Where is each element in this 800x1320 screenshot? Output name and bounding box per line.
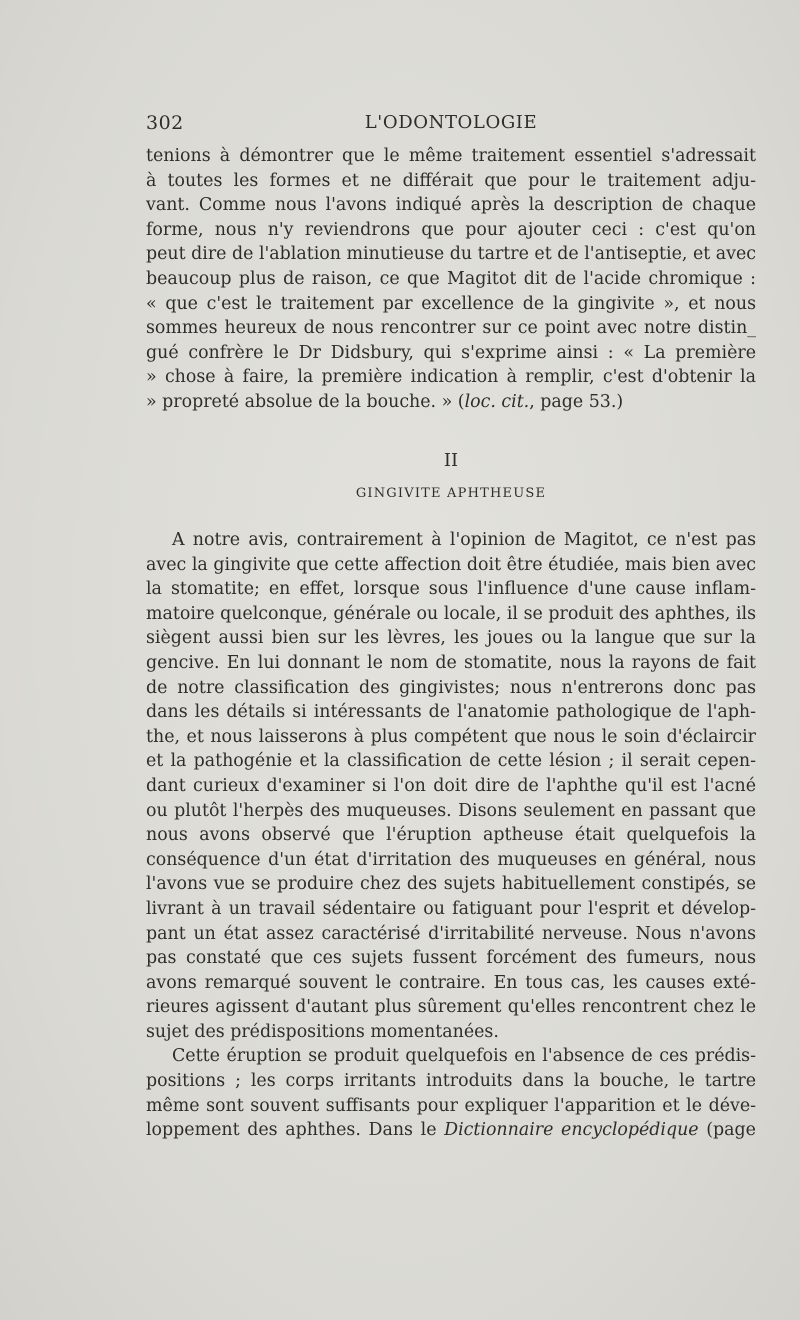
citation-italic: loc. cit. [464,391,530,412]
citation-page: , page 53.) [529,391,624,412]
text-line: gencive. En lui donnant le nom de stomatite, nous la rayons de fait [146,652,756,673]
text-line-citation [146,390,756,415]
section-number: II [443,450,459,471]
text-line: tenions à démontrer que le même traitement essentiel s'adressait [146,146,756,166]
dictionary-page: (page [698,1120,756,1141]
text-line: « que c'est le traitement par excellence de la gingivite », et nous [146,293,756,314]
text-line: sujet des prédispositions momentanées. [146,1021,499,1042]
text-line: forme, nous n'y reviendrons que pour ajouter ceci : c'est qu'on [146,219,756,240]
text-line: » chose à faire, la première indication à remplir, c'est d'obtenir la [146,367,756,388]
text-line: conséquence d'un état d'irritation des muqueuses en général, nous [146,849,756,870]
dictionary-title: Dictionnaire encyclopédique [444,1120,699,1141]
text-line: et la pathogénie et la classification de cette lésion ; il serait cepen- [146,751,756,772]
text-line: ou plutôt l'herpès des muqueuses. Disons seulement en passant que [146,800,756,821]
text-line: livrant à un travail sédentaire ou fatiguant pour l'esprit et dévelop- [146,898,756,919]
paragraph-aphthous [146,528,756,1143]
text-line: beaucoup plus de raison, ce que Magitot dit de l'acide chromique : [146,268,756,289]
text-line: gué confrère le Dr Didsbury, qui s'exprime ainsi : « La première [146,342,756,363]
text-line: positions ; les corps irritants introduits dans la bouche, le tartre [146,1071,756,1092]
text-line: l'avons vue se produire chez des sujets habituellement constipés, se [146,874,756,895]
text-line: siègent aussi bien sur les lèvres, les joues ou la langue que sur la [146,628,756,649]
text-line-dictionary [146,1118,756,1143]
dictionary-lead: loppement des aphthes. Dans le [146,1120,445,1141]
page-number: 302 [146,112,184,134]
paragraph-treatment [146,144,756,415]
text-line: nous avons observé que l'éruption aptheuse était quelquefois la [146,825,756,846]
section-title: GINGIVITE APHTHEUSE [355,486,547,501]
text-line: peut dire de l'ablation minutieuse du tartre et de l'antiseptie, et avec [146,244,756,265]
text-line: sommes heureux de nous rencontrer sur ce point avec notre distin_ [146,318,756,339]
running-title: L'ODONTOLOGIE [364,112,538,133]
text-line: la stomatite; en effet, lorsque sous l'influence d'une cause inflam- [146,579,756,600]
text-line: A notre avis, contrairement à l'opinion de Magitot, ce n'est pas [172,530,756,550]
running-head [146,112,756,142]
text-line: avec la gingivite que cette affection doit être étudiée, mais bien avec [146,554,756,575]
text-line: de notre classification des gingivistes; nous n'entrerons donc pas [146,677,756,698]
text-line: avons remarqué souvent le contraire. En tous cas, les causes exté- [146,972,756,993]
text-line: dans les détails si intéressants de l'anatomie pathologique de l'aph- [146,702,756,723]
text-line: rieures agissent d'autant plus sûrement qu'elles rencontrent chez le [146,997,756,1018]
text-line: même sont souvent suffisants pour expliquer l'apparition et le déve- [146,1095,756,1116]
text-line: matoire quelconque, générale ou locale, il se produit des aphthes, ils [146,603,756,624]
text-line: Cette éruption se produit quelquefois en l'absence de ces prédis- [172,1046,756,1067]
text-line: dant curieux d'examiner si l'on doit dire de l'aphthe qu'il est l'acné [146,775,756,796]
text-line: vant. Comme nous l'avons indiqué après la description de chaque [146,195,756,216]
text-line: pas constaté que ces sujets fussent forcément des fumeurs, nous [146,948,756,969]
citation-text: » propreté absolue de la bouche. » ( [146,391,465,412]
text-line: pant un état assez caractérisé d'irritabilité nerveuse. Nous n'avons [146,923,756,944]
text-line: the, et nous laisserons à plus compétent que nous le soin d'éclaircir [146,726,756,747]
text-line: à toutes les formes et ne différait que pour le traitement adju- [146,170,756,191]
